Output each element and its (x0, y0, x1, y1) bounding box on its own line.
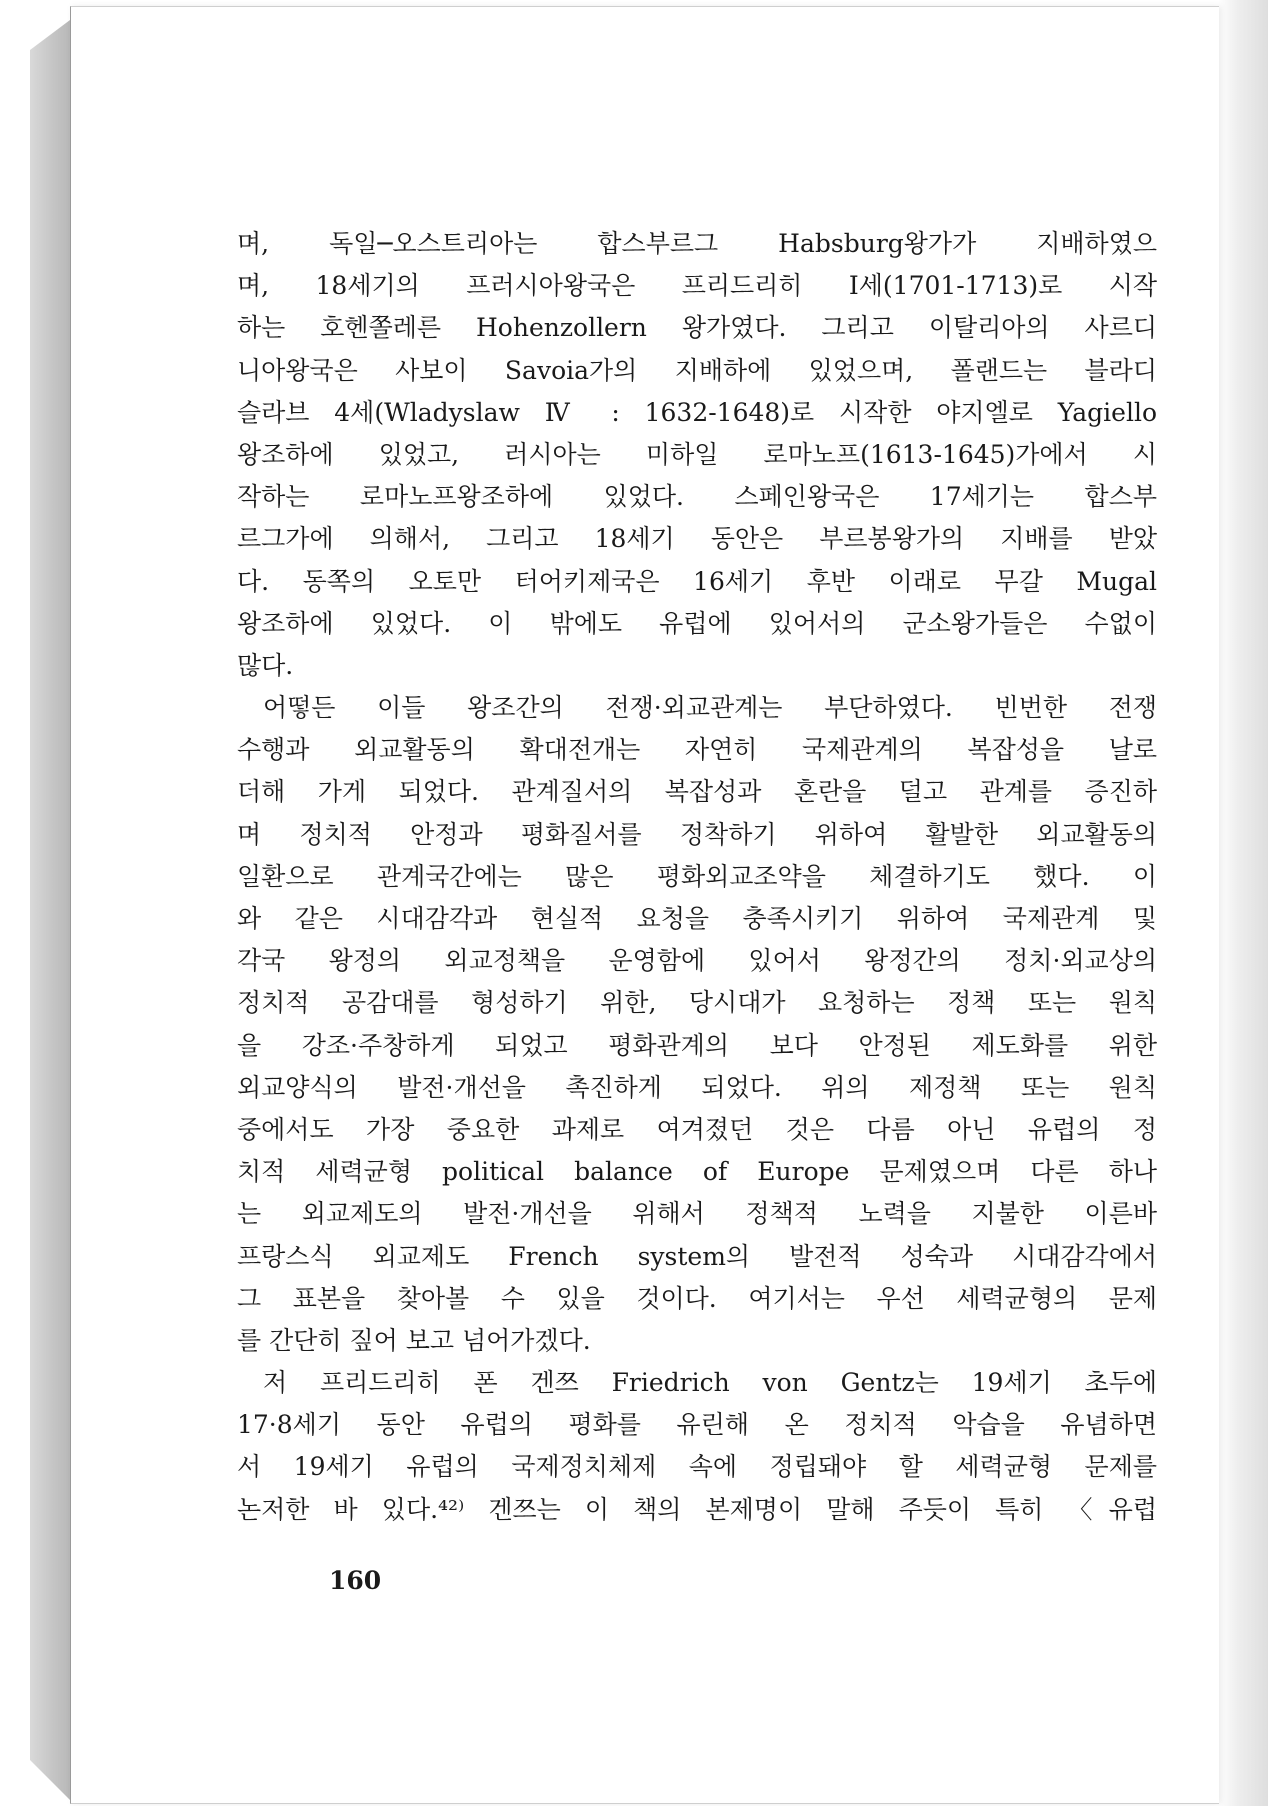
text-line: 저 프리드리히 폰 겐쯔 Friedrich von Gentz는 19세기 초두에 (263, 1368, 1157, 1398)
text-line: 더해 가게 되었다. 관계질서의 복잡성과 혼란을 덜고 관계를 증진하 (237, 777, 1157, 807)
text-line: 하는 호헨쫄레른 Hohenzollern 왕가였다. 그리고 이탈리아의 사르디 (237, 313, 1157, 343)
text-line: 을 강조·주창하게 되었고 평화관계의 보다 안정된 제도화를 위한 (237, 1030, 1157, 1060)
text-line: 며 정치적 안정과 평화질서를 정착하기 위하여 활발한 외교활동의 (237, 819, 1157, 849)
text-line: 17·8세기 동안 유럽의 평화를 유린해 온 정치적 악습을 유념하면 (237, 1410, 1157, 1440)
text-line: 를 간단히 짚어 보고 넘어가겠다. (237, 1325, 591, 1355)
text-line: 어떻든 이들 왕조간의 전쟁·외교관계는 부단하였다. 빈번한 전쟁 (263, 693, 1157, 723)
text-line: 르그가에 의해서, 그리고 18세기 동안은 부르봉왕가의 지배를 받았 (237, 524, 1157, 554)
text-line: 수행과 외교활동의 확대전개는 자연히 국제관계의 복잡성을 날로 (237, 735, 1157, 765)
text-line: 는 외교제도의 발전·개선을 위해서 정책적 노력을 지불한 이른바 (237, 1199, 1157, 1229)
text-line: 작하는 로마노프왕조하에 있었다. 스페인왕국은 17세기는 합스부 (237, 482, 1157, 512)
text-line: 그 표본을 찾아볼 수 있을 것이다. 여기서는 우선 세력균형의 문제 (237, 1283, 1157, 1313)
book-spine-edge (30, 20, 70, 1800)
text-line: 왕조하에 있었다. 이 밖에도 유럽에 있어서의 군소왕가들은 수없이 (237, 608, 1157, 638)
text-line: 서 19세기 유럽의 국제정치체제 속에 정립돼야 할 세력균형 문제를 (237, 1452, 1157, 1482)
text-line: 외교양식의 발전·개선을 촉진하게 되었다. 위의 제정책 또는 원칙 (237, 1072, 1157, 1102)
text-line: 슬라브 4세(Wladyslaw Ⅳ : 1632-1648)로 시작한 야지엘로 Yagiello (237, 397, 1157, 427)
text-line: 논저한 바 있다.⁴²⁾ 겐쯔는 이 책의 본제명이 말해 주듯이 특히 〈유럽 (237, 1494, 1157, 1524)
text-line: 각국 왕정의 외교정책을 운영함에 있어서 왕정간의 정치·외교상의 (237, 946, 1157, 976)
text-line: 프랑스식 외교제도 French system의 발전적 성숙과 시대감각에서 (237, 1241, 1157, 1271)
text-line: 니아왕국은 사보이 Savoia가의 지배하에 있었으며, 폴랜드는 블라디 (237, 355, 1157, 385)
text-line: 중에서도 가장 중요한 과제로 여겨졌던 것은 다름 아닌 유럽의 정 (237, 1114, 1157, 1144)
page-number: 160 (329, 1566, 382, 1595)
text-line: 왕조하에 있었고, 러시아는 미하일 로마노프(1613-1645)가에서 시 (237, 439, 1157, 469)
text-line: 정치적 공감대를 형성하기 위한, 당시대가 요청하는 정책 또는 원칙 (237, 988, 1157, 1018)
text-line: 치적 세력균형 political balance of Europe 문제였으며 다른 하나 (237, 1157, 1157, 1187)
body-text (237, 223, 1157, 1531)
text-line: 다. 동쪽의 오토만 터어키제국은 16세기 후반 이래로 무갈 Mugal (237, 566, 1157, 596)
text-line: 와 같은 시대감각과 현실적 요청을 충족시키기 위하여 국제관계 및 (237, 904, 1157, 933)
text-line: 일환으로 관계국간에는 많은 평화외교조약을 체결하기도 했다. 이 (237, 861, 1157, 891)
text-line: 많다. (237, 650, 294, 680)
text-line: 며, 18세기의 프러시아왕국은 프리드리히 I세(1701-1713)로 시작 (237, 271, 1157, 301)
book-page (70, 6, 1219, 1804)
book-page-edge (1218, 0, 1268, 1806)
text-line: 며, 독일─오스트리아는 합스부르그 Habsburg왕가가 지배하였으 (237, 229, 1157, 258)
